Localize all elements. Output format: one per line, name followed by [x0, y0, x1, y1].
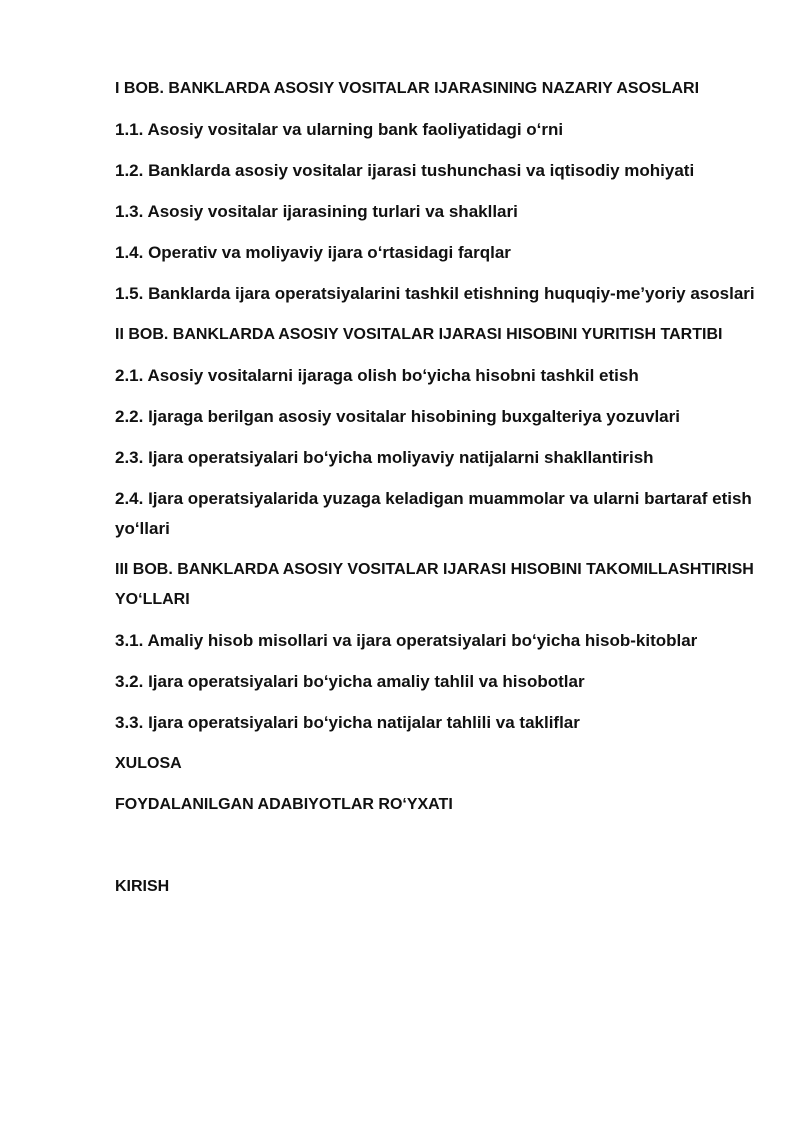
- toc-conclusion: XULOSA: [115, 755, 182, 772]
- toc-section-3-3: 3.3. Ijara operatsiyalari boʻyicha natijalar tahlili va takliflar: [115, 713, 580, 732]
- toc-section-2-3: 2.3. Ijara operatsiyalari boʻyicha moliyaviy natijalarni shakllantirish: [115, 448, 654, 467]
- toc-chapter-3: III BOB. BANKLARDA ASOSIY VOSITALAR IJARASI HISOBINI TAKOMILLASHTIRISH YOʻLLARI: [115, 561, 754, 608]
- section-gap: [115, 831, 755, 872]
- toc-section-1-5: 1.5. Banklarda ijara operatsiyalarini tashkil etishning huquqiy-meʼyoriy asoslari: [115, 284, 755, 303]
- toc-section-1-4: 1.4. Operativ va moliyaviy ijara oʻrtasidagi farqlar: [115, 243, 511, 262]
- toc-chapter-2: II BOB. BANKLARDA ASOSIY VOSITALAR IJARASI HISOBINI YURITISH TARTIBI: [115, 326, 723, 343]
- toc-section-3-2: 3.2. Ijara operatsiyalari boʻyicha amaliy tahlil va hisobotlar: [115, 672, 585, 691]
- toc-section-2-1: 2.1. Asosiy vositalarni ijaraga olish boʻyicha hisobni tashkil etish: [115, 366, 639, 385]
- toc-section-1-1: 1.1. Asosiy vositalar va ularning bank faoliyatidagi oʻrni: [115, 120, 564, 139]
- toc-section-2-2: 2.2. Ijaraga berilgan asosiy vositalar hisobining buxgalteriya yozuvlari: [115, 407, 680, 426]
- toc-references: FOYDALANILGAN ADABIYOTLAR ROʻYXATI: [115, 796, 453, 813]
- toc-section-3-1: 3.1. Amaliy hisob misollari va ijara operatsiyalari boʻyicha hisob-kitoblar: [115, 631, 698, 650]
- toc-section-1-3: 1.3. Asosiy vositalar ijarasining turlari va shakllari: [115, 202, 518, 221]
- toc-section-1-2: 1.2. Banklarda asosiy vositalar ijarasi tushunchasi va iqtisodiy mohiyati: [115, 161, 695, 180]
- intro-heading: KIRISH: [115, 878, 170, 895]
- document-page: [115, 74, 755, 913]
- toc-section-2-4: 2.4. Ijara operatsiyalarida yuzaga keladigan muammolar va ularni bartaraf etish yoʻllari: [115, 489, 752, 538]
- toc-chapter-1: I BOB. BANKLARDA ASOSIY VOSITALAR IJARASINING NAZARIY ASOSLARI: [115, 80, 700, 97]
